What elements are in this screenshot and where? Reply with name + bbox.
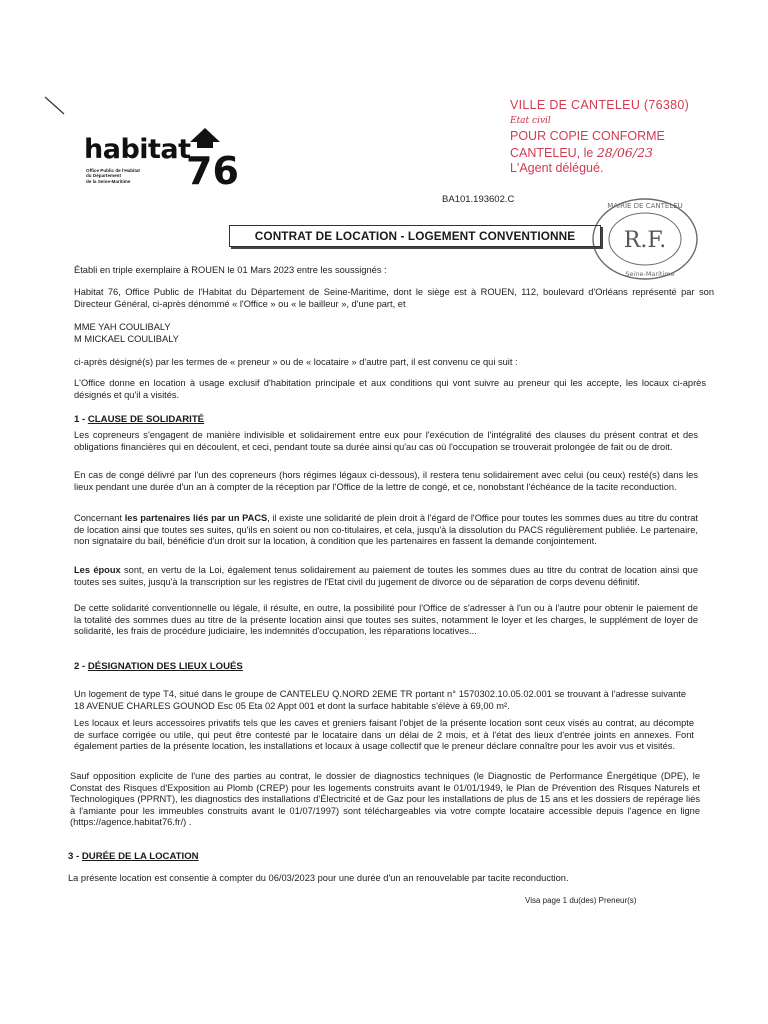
section-2-heading: 2 - DÉSIGNATION DES LIEUX LOUÉS (74, 661, 243, 672)
certified-copy-stamp (492, 98, 712, 193)
section-1-p4: Les époux sont, en vertu de la Loi, également tenus solidairement au paiement de toutes les sommes dues au titre du contrat de location ainsi que toutes ses suites, jusqu'à la transcription sur les registres de l'Etat civil du jugement de divorce ou de séparation de corps devenu définitif. (74, 565, 699, 587)
logo-76-icon (184, 128, 239, 193)
section-3-heading: 3 - DURÉE DE LA LOCATION (68, 851, 199, 862)
office-party: Habitat 76, Office Public de l'Habitat du Département de Seine-Maritime, dont le siège est à ROUEN, 112, boulevard d'Orléans représenté par son Directeur Général, ci-après dénommé « l'Office » ou « le bailleur », d'une part, et (74, 287, 714, 309)
section-1-p5: De cette solidarité conventionnelle ou légale, il résulte, en outre, la possibilité pour l'Office de s'adresser à l'un ou à l'autre pour obtenir le paiement de la totalité des sommes dues au titre de la présente location ainsi que toutes ses suites, notamment le loyer et les charges, le supplément de loyer de solidarité, les frais de procédure judiciaire, les indemnités d'occupation, les réparations locatives... (74, 603, 698, 637)
stamp-city: VILLE DE CANTELEU (76380) (510, 98, 690, 112)
svg-text:76: 76 (186, 149, 239, 193)
visa-footer: Visa page 1 du(des) Preneur(s) (525, 896, 637, 905)
office-gives: L'Office donne en location à usage exclusif d'habitation principale et aux conditions qui vont suivre au preneur qui les accepte, les locaux ci-après désignés et qu'il a visités. (74, 378, 706, 400)
stamp-agent: L'Agent délégué. (510, 161, 604, 175)
svg-text:Seine-Maritime: Seine-Maritime (625, 270, 675, 278)
section-2-p3: Sauf opposition explicite de l'une des parties au contrat, le dossier de diagnostics techniques (le Diagnostic de Performance Énergétique (DPE), le Constat des Risques d'Exposition au Plomb (CREP) pour les logements construits avant le 01/01/1949, le Plan de Prévention des Risques Naturels et Technologiques (PPRNT), les diagnostics des installations d'Électricité et de Gaz pour les installations de plus de 15 ans et les dossiers de repérage liés à l'amiante pour les immeubles construits avant le 01/07/1997) sont téléchargeables via votre compte locataire accessible depuis l'agence en ligne (https://agence.habitat76.fr/) . (70, 771, 700, 828)
section-2-p1: Un logement de type T4, situé dans le groupe de CANTELEU Q.NORD 2EME TR portant n° 1570302.10.05.02.001 se trouvant à l'adresse suivante 18 AVENUE CHARLES GOUNOD Esc 05 Eta 02 Appt 001 et dont la surface habitable s'élève à 69,00 m². (74, 689, 686, 711)
scan-mark (44, 96, 66, 116)
stamp-handwritten-date: 28/06/23 (596, 144, 653, 160)
section-1-p3: Concernant les partenaires liés par un PACS, il existe une solidarité de plein droit à l'égard de l'Office pour toutes les sommes dues au titre du contrat de location ainsi que toutes ses suites, qu'ils en soient ou non co-titulaires, et cela, jusqu'à la dissolution du PACS régulièrement publiée. Le partenaire, non signataire du bail, bénéficie d'un droit sur la location, à condition que les partenaires en fassent la demande conjointement. (74, 513, 698, 547)
svg-text:R.F.: R.F. (623, 228, 667, 253)
stamp-copy: POUR COPIE CONFORME (510, 129, 665, 143)
stamp-date-line: CANTELEU, le 28/06/23 (510, 144, 653, 160)
logo-subtitle: Office Public de l'Habitat du Département de la Seine-Maritime (86, 168, 140, 184)
contract-reference: BA101.193602.C (442, 194, 515, 205)
section-1-p1: Les copreneurs s'engagent de manière indivisible et solidairement entre eux pour l'exécution de l'intégralité des clauses du présent contrat et des obligations financières qui en découlent, et ceci, pendant toute sa durée ainsi qu'au cas où l'occupation se trouverait prolongée de fait ou de droit. (74, 430, 698, 452)
section-1-heading: 1 - CLAUSE DE SOLIDARITÉ (74, 414, 205, 425)
tenant-2: M MICKAEL COULIBALY (74, 334, 179, 344)
document-title: CONTRAT DE LOCATION - LOGEMENT CONVENTIONNE (229, 225, 601, 247)
section-2-p2: Les locaux et leurs accessoires privatifs tels que les caves et greniers faisant l'objet de la présente location sont ceux visés au contrat, au décompte de surface corrigée ou utile, qui peut être contesté par le locataire dans un délai de 2 mois, et à l'état des lieux d'entrée joints en annexes. Font également parties de la présente location, les installations et locaux à usage collectif que le preneur déclare connaître pour les avoir vus et visités. (74, 718, 694, 752)
established-line: Établi en triple exemplaire à ROUEN le 01 Mars 2023 entre les soussignés : (74, 265, 387, 275)
tenant-1: MME YAH COULIBALY (74, 322, 171, 332)
designated-line: ci-après désigné(s) par les termes de « preneur » ou de « locataire » d'autre part, il est convenu ce qui suit : (74, 357, 518, 367)
logo-text: habitat (84, 134, 191, 165)
section-3-p1: La présente location est consentie à compter du 06/03/2023 pour une durée d'un an renouvelable par tacite reconduction. (68, 873, 569, 883)
stamp-service: Etat civil (510, 115, 551, 126)
svg-text:MAIRIE DE CANTELEU: MAIRIE DE CANTELEU (607, 202, 683, 210)
section-1-p2: En cas de congé délivré par l'un des copreneurs (hors régimes légaux ci-dessous), il restera tenu solidairement avec celui (ou ceux) resté(s) dans les lieux pendant une durée d'un an à compter de la réception par l'Office de la lettre de congé, et ce, nonobstant l'échéance de la tacite reconduction. (74, 470, 698, 492)
habitat76-logo (84, 128, 239, 193)
